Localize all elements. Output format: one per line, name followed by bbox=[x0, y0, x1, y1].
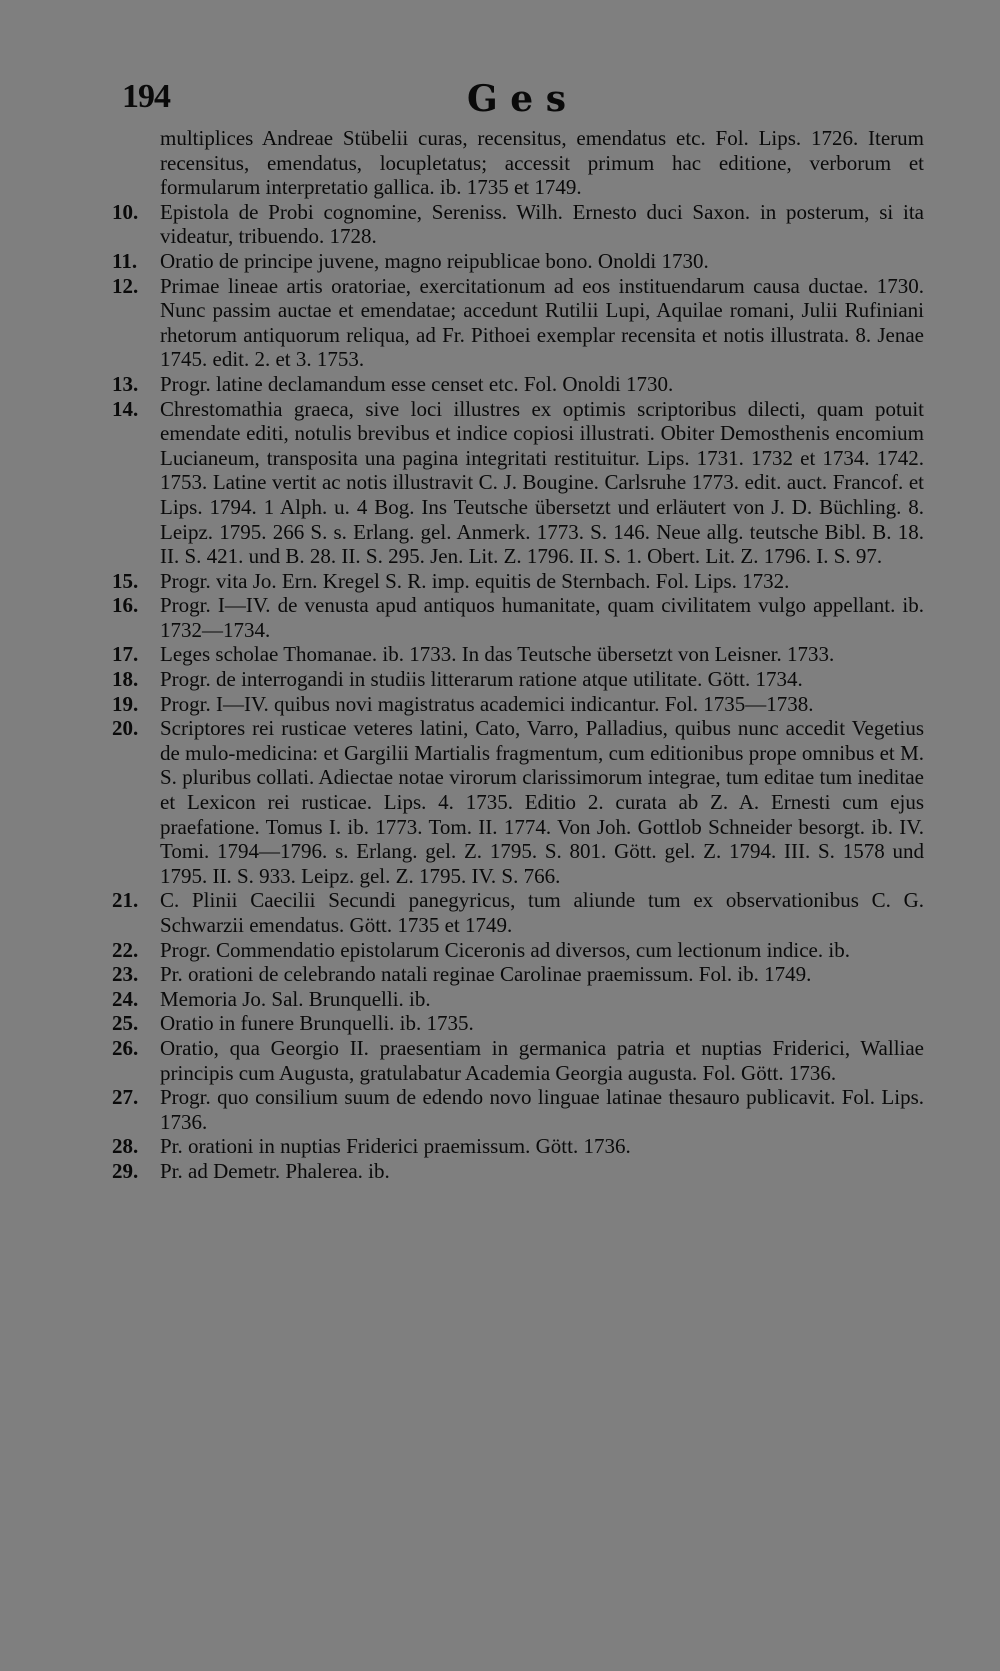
list-item bbox=[112, 888, 924, 937]
entry-text: Chrestomathia graeca, sive loci illustres ex optimis scriptoribus dilecti, quam potuit emendate editi, notulis brevibus et indice copiosi illustrati. Obiter Demosthenis encomium Lucianeum, transposita una pagina integritati restituitur. Lips. 1731. 1732 et 1734. 1742. 1753. Latine vertit ac notis illustravit C. J. Bougine. Carlsruhe 1773. edit. auct. Francof. et Lips. 1794. 1 Alph. u. 4 Bog. Ins Teutsche übersetzt und erläutert von J. D. Büchling. 8. Leipz. 1795. 266 S. s. Erlang. gel. Anmerk. 1773. S. 146. Neue allg. teutsche Bibl. B. 18. II. S. 421. und B. 28. II. S. 295. Jen. Lit. Z. 1796. II. S. 1. Obert. Lit. Z. 1796. I. S. 97. bbox=[160, 396, 924, 569]
list-item bbox=[112, 642, 924, 667]
entry-number: 17. bbox=[112, 642, 139, 667]
entry-text: Pr. ad Demetr. Phalerea. ib. bbox=[160, 1158, 390, 1183]
entry-text: Oratio, qua Georgio II. praesentiam in germanica patria et nuptias Friderici, Walliae principis cum Augusta, gratulabatur Academia Georgia augusta. Fol. Gött. 1736. bbox=[160, 1035, 924, 1085]
entry-number: 19. bbox=[112, 691, 139, 716]
entry-number: 28. bbox=[112, 1134, 139, 1159]
entry-number: 12. bbox=[112, 273, 139, 298]
entry-text: Primae lineae artis oratoriae, exercitationum ad eos instituendarum causa ductae. 1730. Nunc passim auctae et emendatae; accedunt Rutilii Lupi, Aquilae romani, Julii Rufiniani rhetorum antiquorum reliqua, ad Fr. Pithoei exemplar recensita et notis illustrata. 8. Jenae 1745. edit. 2. et 3. 1753. bbox=[160, 273, 924, 372]
entry-text: Pr. orationi in nuptias Friderici praemissum. Gött. 1736. bbox=[160, 1134, 631, 1159]
entry-text: Progr. quo consilium suum de edendo novo linguae latinae thesauro publicavit. Fol. Lips. 1736. bbox=[160, 1085, 924, 1134]
list-item bbox=[112, 274, 924, 372]
list-item bbox=[112, 126, 924, 200]
entry-number: 13. bbox=[112, 371, 139, 396]
list-item bbox=[112, 249, 924, 274]
entry-text: Progr. de interrogandi in studiis litterarum ratione atque utilitate. Gött. 1734. bbox=[160, 667, 803, 692]
entry-number: 29. bbox=[112, 1158, 139, 1183]
list-item bbox=[112, 593, 924, 642]
list-item bbox=[112, 569, 924, 594]
list-item bbox=[112, 200, 924, 249]
list-item bbox=[112, 692, 924, 717]
list-item bbox=[112, 962, 924, 987]
list-item bbox=[112, 1036, 924, 1085]
entry-text: Progr. vita Jo. Ern. Kregel S. R. imp. equitis de Sternbach. Fol. Lips. 1732. bbox=[160, 568, 790, 593]
entry-text: Progr. Commendatio epistolarum Ciceronis ad diversos, cum lectionum indice. ib. bbox=[160, 937, 850, 962]
entry-text: Oratio in funere Brunquelli. ib. 1735. bbox=[160, 1011, 474, 1036]
entry-text: Progr. I—IV. de venusta apud antiquos humanitate, quam civilitatem vulgo appellant. ib. 1732—1734. bbox=[160, 593, 924, 642]
entry-number: 25. bbox=[112, 1011, 139, 1036]
entry-text: Leges scholae Thomanae. ib. 1733. In das Teutsche übersetzt von Leisner. 1733. bbox=[160, 642, 835, 667]
entry-text: C. Plinii Caecilii Secundi panegyricus, tum aliunde tum ex observationibus C. G. Schwarzii emendatus. Gött. 1735 et 1749. bbox=[160, 888, 924, 937]
entry-number: 26. bbox=[112, 1035, 139, 1060]
list-item bbox=[112, 716, 924, 888]
entry-number: 21. bbox=[112, 888, 139, 913]
list-item bbox=[112, 938, 924, 963]
entry-text: Memoria Jo. Sal. Brunquelli. ib. bbox=[160, 986, 431, 1011]
entry-number: 14. bbox=[112, 396, 139, 421]
entry-text: multiplices Andreae Stübelii curas, recensitus, emendatus etc. Fol. Lips. 1726. Iterum recensitus, emendatus, locupletatus; accessit primum hac editione, verborum et formularum interpretatio gallica. ib. 1735 et 1749. bbox=[160, 126, 924, 200]
list-item bbox=[112, 1011, 924, 1036]
running-head: G e s bbox=[467, 78, 566, 120]
entry-text: Pr. orationi de celebrando natali reginae Carolinae praemissum. Fol. ib. 1749. bbox=[160, 962, 812, 987]
list-item bbox=[112, 1085, 924, 1134]
list-item bbox=[112, 397, 924, 569]
entry-number: 22. bbox=[112, 937, 139, 962]
list-item bbox=[112, 667, 924, 692]
entry-number: 15. bbox=[112, 568, 139, 593]
entry-number: 11. bbox=[112, 248, 138, 273]
entry-number: 27. bbox=[112, 1085, 139, 1110]
entry-number: 24. bbox=[112, 986, 139, 1011]
page-number: 194 bbox=[122, 78, 170, 115]
entry-number: 18. bbox=[112, 667, 139, 692]
entry-text: Progr. I—IV. quibus novi magistratus academici indicantur. Fol. 1735—1738. bbox=[160, 691, 814, 716]
entry-number: 16. bbox=[112, 593, 139, 618]
entry-number: 20. bbox=[112, 716, 139, 741]
entry-text: Progr. latine declamandum esse censet etc. Fol. Onoldi 1730. bbox=[160, 371, 674, 396]
entry-text: Oratio de principe juvene, magno reipublicae bono. Onoldi 1730. bbox=[160, 248, 709, 273]
entry-text: Scriptores rei rusticae veteres latini, Cato, Varro, Palladius, quibus nunc accedit Vegetius de mulo-medicina: et Gargilii Martialis fragmentum, cum editionibus prope omnibus et M. S. pluribus collati. Adiectae notae virorum clarissimorum integrae, tum editae tum ineditae et Lexicon rei rusticae. Lips. 4. 1735. Editio 2. curata ab Z. A. Ernesti cum ejus praefatione. Tomus I. ib. 1773. Tom. II. 1774. Von Joh. Gottlob Schneider besorgt. ib. IV. Tomi. 1794—1796. s. Erlang. gel. Z. 1795. S. 801. Gött. gel. Z. 1794. III. S. 1578 und 1795. II. S. 933. Leipz. gel. Z. 1795. IV. S. 766. bbox=[160, 716, 924, 888]
list-item bbox=[112, 1159, 924, 1184]
entry-number: 23. bbox=[112, 962, 139, 987]
list-item bbox=[112, 1134, 924, 1159]
bibliography-list bbox=[112, 126, 924, 1184]
entry-text: Epistola de Probi cognomine, Sereniss. Wilh. Ernesto duci Saxon. in posterum, si ita videatur, tribuendo. 1728. bbox=[160, 199, 924, 249]
list-item bbox=[112, 987, 924, 1012]
list-item bbox=[112, 372, 924, 397]
entry-number: 10. bbox=[112, 199, 139, 224]
